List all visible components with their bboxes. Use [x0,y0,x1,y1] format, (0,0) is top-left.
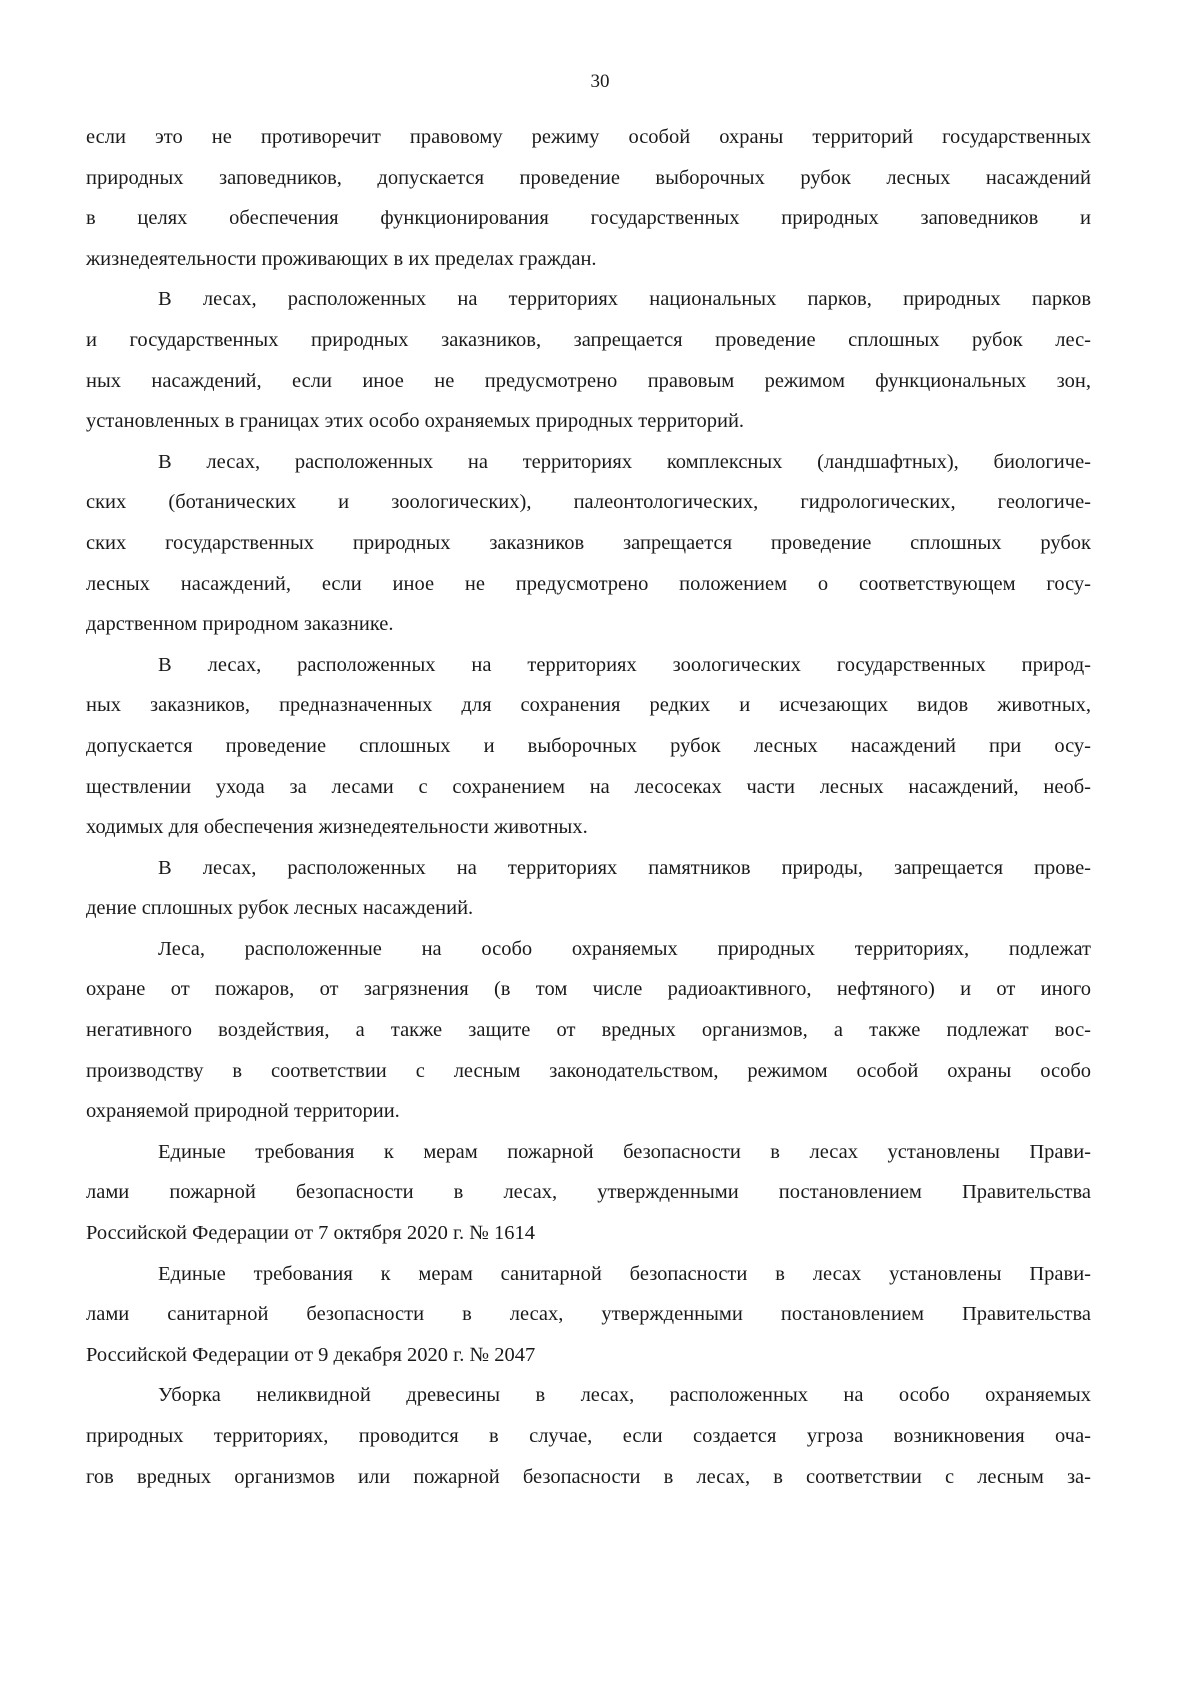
text-line: ских (ботанических и зоологических), палеонтологических, гидрологических, геологиче- [86,491,1091,514]
text-line: ных насаждений, если иное не предусмотрено правовым режимом функциональных зон, [86,369,1091,392]
text-line: дение сплошных рубок лесных насаждений. [86,897,474,920]
text-line: Уборка неликвидной древесины в лесах, расположенных на особо охраняемых [158,1384,1091,1407]
text-line: ществлении ухода за лесами с сохранением на лесосеках части лесных насаждений, необ- [86,775,1091,798]
text-line: В лесах, расположенных на территориях национальных парков, природных парков [158,288,1091,311]
text-line: охране от пожаров, от загрязнения (в том числе радиоактивного, нефтяного) и от иного [86,978,1091,1001]
paragraph [86,929,1091,1132]
text-line: В лесах, расположенных на территориях памятников природы, запрещается прове- [158,856,1091,879]
text-line: производству в соответствии с лесным законодательством, режимом особой охраны особо [86,1059,1091,1082]
text-line: Российской Федерации от 7 октября 2020 г. № 1614 [86,1222,535,1245]
text-line: негативного воздействия, а также защите от вредных организмов, а также подлежат вос- [86,1019,1091,1042]
text-line: если это не противоречит правовому режиму особой охраны территорий государственных [86,126,1091,148]
text-line: Леса, расположенные на особо охраняемых природных территориях, подлежат [158,937,1091,960]
text-line: охраняемой природной территории. [86,1100,400,1123]
paragraph [86,1254,1091,1376]
text-line: в целях обеспечения функционирования государственных природных заповедников и [86,207,1091,230]
text-line: установленных в границах этих особо охраняемых природных территорий. [86,410,745,433]
paragraph [86,848,1091,929]
document-body [86,117,1091,1497]
paragraph [86,645,1091,848]
text-line: лами санитарной безопасности в лесах, утвержденными постановлением Правительства [86,1303,1091,1326]
page-number: 30 [590,71,610,92]
text-line: природных заповедников, допускается проведение выборочных рубок лесных насаждений [86,166,1091,189]
text-line: и государственных природных заказников, запрещается проведение сплошных рубок лес- [86,328,1091,351]
paragraph [86,442,1091,645]
text-line: Российской Федерации от 9 декабря 2020 г. № 2047 [86,1343,536,1366]
text-line: ходимых для обеспечения жизнедеятельности животных. [86,816,588,839]
text-line: природных территориях, проводится в случае, если создается угроза возникновения оча- [86,1425,1091,1447]
text-line: лесных насаждений, если иное не предусмотрено положением о соответствующем госу- [86,572,1091,595]
text-line: ских государственных природных заказников запрещается проведение сплошных рубок [86,531,1091,554]
text-line: допускается проведение сплошных и выборочных рубок лесных насаждений при осу- [86,734,1091,757]
paragraph [86,279,1091,441]
text-line: ных заказников, предназначенных для сохранения редких и исчезающих видов животных, [86,694,1091,717]
paragraph [86,1132,1091,1254]
paragraph [86,1375,1091,1497]
text-line: В лесах, расположенных на территориях зоологических государственных природ- [158,653,1091,676]
text-line: дарственном природном заказнике. [86,613,394,636]
text-line: Единые требования к мерам пожарной безопасности в лесах установлены Прави- [158,1140,1091,1163]
text-line: лами пожарной безопасности в лесах, утвержденными постановлением Правительства [86,1181,1091,1204]
text-line: В лесах, расположенных на территориях комплексных (ландшафтных), биологиче- [158,450,1091,473]
paragraph [86,117,1091,279]
text-line: гов вредных организмов или пожарной безопасности в лесах, в соответствии с лесным за- [86,1465,1091,1488]
text-line: Единые требования к мерам санитарной безопасности в лесах установлены Прави- [158,1262,1091,1285]
text-line: жизнедеятельности проживающих в их пределах граждан. [86,247,597,270]
